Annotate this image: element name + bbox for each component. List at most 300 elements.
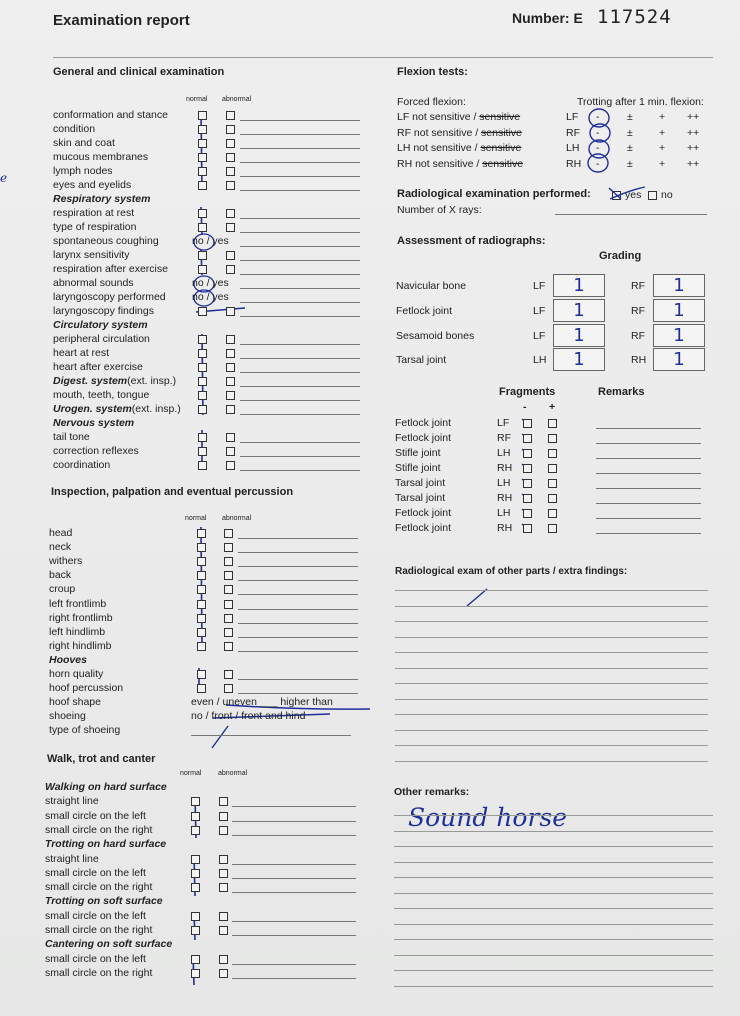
general-col-abnormal: abnormal: [222, 96, 252, 103]
other-remarks-line[interactable]: [394, 862, 713, 863]
general-remark-line[interactable]: [240, 386, 360, 387]
walk-label-text: small circle on the right: [45, 966, 153, 979]
inspection-abnormal-checkbox[interactable]: [224, 628, 233, 637]
flexion-heading: Flexion tests:: [397, 66, 468, 78]
flexion-row-leg: RH: [566, 157, 582, 170]
inspection-label-text: Hooves: [49, 653, 87, 666]
walk-abnormal-checkbox[interactable]: [219, 955, 228, 964]
inspection-abnormal-checkbox[interactable]: [224, 543, 233, 552]
walk-abnormal-checkbox[interactable]: [219, 797, 228, 806]
general-label: [53, 291, 166, 303]
other-remarks-line[interactable]: [394, 908, 713, 909]
general-abnormal-checkbox[interactable]: [226, 391, 235, 400]
assessment-row-label: Tarsal joint: [396, 354, 447, 367]
inspection-abnormal-checkbox[interactable]: [224, 557, 233, 566]
general-label-text: respiration at rest: [53, 207, 135, 219]
inspection-remark-line[interactable]: [238, 637, 358, 638]
fragment-row-label: Tarsal joint: [395, 492, 446, 504]
other-parts-heading: Radiological exam of other parts / extra findings:: [395, 566, 628, 577]
general-remark-line[interactable]: [240, 358, 360, 359]
flexion-grade-option[interactable]: ±: [627, 142, 633, 155]
radiological-no-label: no: [661, 189, 673, 201]
inspection-abnormal-checkbox[interactable]: [224, 684, 233, 693]
walk-label-text: small circle on the right: [45, 924, 153, 936]
general-label-text: coordination: [53, 459, 111, 471]
general-label: [53, 249, 129, 261]
general-abnormal-checkbox[interactable]: [226, 209, 235, 218]
other-remarks-line[interactable]: [394, 955, 713, 956]
walk-label: [45, 795, 99, 807]
inspection-label: [49, 724, 120, 736]
flexion-grade-option[interactable]: ±: [627, 111, 633, 123]
general-abnormal-checkbox[interactable]: [226, 363, 235, 372]
flexion-grade-option[interactable]: ++: [687, 142, 700, 155]
inspection-normal-checkbox[interactable]: [197, 614, 206, 623]
fragment-minus-checkbox[interactable]: [523, 434, 532, 443]
other-remarks-line[interactable]: [394, 815, 713, 816]
inspection-choice[interactable]: even / uneven ___ higher than: [191, 696, 333, 709]
general-label: [53, 403, 181, 415]
general-abnormal-checkbox[interactable]: [226, 125, 235, 134]
general-abnormal-checkbox[interactable]: [226, 139, 235, 148]
general-normal-checkbox[interactable]: [198, 349, 207, 358]
inspection-label-text: head: [49, 527, 73, 539]
assessment-left-leg: LF: [533, 304, 546, 317]
inspection-remark-line[interactable]: [238, 623, 358, 624]
walk-label-text: small circle on the left: [45, 809, 146, 822]
general-remark-line[interactable]: [240, 470, 360, 471]
walk-normal-checkbox[interactable]: [191, 912, 200, 921]
other-parts-line[interactable]: [395, 668, 708, 669]
walk-abnormal-checkbox[interactable]: [219, 883, 228, 892]
general-remark-line[interactable]: [240, 456, 360, 457]
general-label-text: Digest. system: [53, 375, 128, 387]
general-normal-checkbox[interactable]: [198, 265, 207, 274]
general-remark-line[interactable]: [240, 232, 360, 233]
other-remarks-line[interactable]: [394, 831, 713, 832]
flexion-grade-option[interactable]: +: [659, 126, 666, 139]
fragment-row-leg: LF: [497, 417, 510, 429]
other-parts-line[interactable]: [395, 745, 708, 746]
other-remarks-line[interactable]: [394, 877, 713, 878]
other-remarks-line[interactable]: [394, 893, 713, 894]
fragment-row-label: Fetlock joint: [395, 432, 452, 444]
general-abnormal-checkbox[interactable]: [226, 181, 235, 190]
fragment-remark-line[interactable]: [596, 428, 701, 429]
walk-remark-line[interactable]: [232, 821, 356, 822]
forced-flexion-label: Forced flexion:: [397, 96, 466, 108]
walk-normal-checkbox[interactable]: [191, 955, 200, 964]
general-normal-checkbox[interactable]: [198, 391, 207, 400]
flexion-grade-option[interactable]: ++: [687, 126, 700, 139]
other-remarks-line[interactable]: [394, 846, 713, 847]
walk-label: [45, 881, 152, 893]
fragment-remark-line[interactable]: [596, 458, 701, 459]
general-remark-line[interactable]: [240, 414, 360, 415]
flexion-row-label: [397, 111, 520, 123]
flexion-grade-option[interactable]: ++: [687, 111, 700, 123]
flexion-grade-option[interactable]: -: [596, 157, 600, 170]
general-label-text: Nervous system: [53, 417, 135, 429]
general-normal-tick-top: [201, 111, 202, 190]
walk-normal-checkbox[interactable]: [191, 926, 200, 935]
walk-col-normal: normal: [180, 770, 202, 777]
inspection-remark-line[interactable]: [238, 693, 358, 694]
other-parts-line[interactable]: [395, 699, 708, 700]
general-abnormal-checkbox[interactable]: [226, 447, 235, 456]
inspection-label: [49, 527, 72, 539]
inspection-normal-checkbox[interactable]: [197, 642, 206, 651]
grading-label: Grading: [599, 250, 642, 262]
other-parts-line[interactable]: [395, 606, 708, 607]
general-label-suffix: (ext. insp.): [127, 375, 177, 387]
general-normal-checkbox[interactable]: [198, 181, 207, 190]
walk-abnormal-checkbox[interactable]: [219, 912, 228, 921]
inspection-heading: Inspection, palpation and eventual percussion: [51, 486, 294, 498]
inspection-normal-checkbox[interactable]: [197, 628, 206, 637]
general-label-text: lymph nodes: [53, 165, 113, 177]
general-abnormal-checkbox[interactable]: [226, 461, 235, 470]
general-remark-line[interactable]: [240, 344, 360, 345]
general-remark-line[interactable]: [240, 442, 360, 443]
general-remark-line[interactable]: [240, 134, 360, 135]
inspection-remark-line[interactable]: [238, 566, 358, 567]
walk-remark-line[interactable]: [232, 806, 356, 807]
fragment-row-leg: LH: [497, 477, 511, 489]
flexion-sensitive-struck: sensitive: [482, 157, 524, 170]
flexion-grade-option[interactable]: -: [596, 126, 600, 139]
inspection-normal-checkbox[interactable]: [197, 543, 206, 552]
flexion-grade-option[interactable]: +: [659, 157, 666, 170]
general-normal-checkbox[interactable]: [198, 377, 207, 386]
inspection-abnormal-checkbox[interactable]: [224, 600, 233, 609]
other-parts-line[interactable]: [395, 637, 708, 638]
general-normal-checkbox[interactable]: [198, 363, 207, 372]
other-parts-line[interactable]: [395, 683, 708, 684]
fragment-remark-line[interactable]: [596, 488, 701, 489]
walk-normal-checkbox[interactable]: [191, 855, 200, 864]
walk-label: [45, 924, 152, 936]
fragment-minus-checkbox[interactable]: [523, 419, 532, 428]
general-label: [53, 165, 113, 177]
assessment-left-grade-box[interactable]: 1: [553, 324, 605, 347]
walk-remark-line[interactable]: [232, 978, 356, 979]
walk-normal-checkbox[interactable]: [191, 797, 200, 806]
general-abnormal-checkbox[interactable]: [226, 405, 235, 414]
fragment-minus-checkbox[interactable]: [523, 449, 532, 458]
general-remark-line[interactable]: [240, 162, 360, 163]
walk-label-text: small circle on the left: [45, 909, 146, 922]
general-abnormal-checkbox[interactable]: [226, 153, 235, 162]
general-abnormal-checkbox[interactable]: [226, 265, 235, 274]
general-label: [53, 263, 168, 275]
general-abnormal-checkbox[interactable]: [226, 335, 235, 344]
fragment-plus-checkbox[interactable]: [548, 509, 557, 518]
inspection-abnormal-checkbox[interactable]: [224, 642, 233, 651]
general-normal-checkbox[interactable]: [198, 335, 207, 344]
inspection-normal-checkbox[interactable]: [197, 529, 206, 538]
other-remarks-line[interactable]: [394, 939, 713, 940]
fragment-plus-checkbox[interactable]: [548, 524, 557, 533]
general-remark-line[interactable]: [240, 400, 360, 401]
walk-remark-line[interactable]: [232, 935, 356, 936]
general-abnormal-checkbox[interactable]: [226, 223, 235, 232]
general-choice[interactable]: no / yes: [192, 235, 229, 247]
general-label: [53, 459, 110, 471]
walk-label-text: small circle on the right: [45, 881, 153, 894]
general-abnormal-checkbox[interactable]: [226, 433, 235, 442]
margin-mark: e: [0, 171, 8, 185]
fragments-plus-col: +: [549, 401, 556, 413]
inspection-label-text: type of shoeing: [49, 724, 121, 737]
fragment-plus-checkbox[interactable]: [548, 479, 557, 488]
inspection-normal-checkbox[interactable]: [197, 571, 206, 580]
general-normal-checkbox[interactable]: [198, 125, 207, 134]
general-remark-line[interactable]: [240, 148, 360, 149]
inspection-remark-line[interactable]: [238, 651, 358, 652]
general-normal-checkbox[interactable]: [198, 209, 207, 218]
fragment-minus-checkbox[interactable]: [523, 494, 532, 503]
flexion-sensitive-struck: sensitive: [479, 111, 521, 123]
fragment-remark-line[interactable]: [596, 473, 701, 474]
fragment-row-label: Stifle joint: [395, 462, 441, 474]
general-normal-checkbox[interactable]: [198, 139, 207, 148]
general-abnormal-checkbox[interactable]: [226, 377, 235, 386]
fragment-row-leg: RH: [497, 522, 513, 534]
fragment-plus-checkbox[interactable]: [548, 494, 557, 503]
other-parts-line[interactable]: [395, 621, 708, 622]
flexion-grade-option[interactable]: ±: [627, 157, 633, 170]
fragment-plus-checkbox[interactable]: [548, 434, 557, 443]
walk-normal-checkbox[interactable]: [191, 969, 200, 978]
inspection-normal-checkbox[interactable]: [197, 557, 206, 566]
assessment-left-grade-box[interactable]: 1: [553, 274, 605, 297]
general-label-text: respiration after exercise: [53, 263, 168, 275]
other-parts-line[interactable]: [395, 590, 708, 591]
general-label-text: peripheral circulation: [53, 333, 150, 345]
general-remark-line[interactable]: [240, 218, 360, 219]
flexion-row-leg: LH: [566, 142, 580, 155]
walk-abnormal-checkbox[interactable]: [219, 812, 228, 821]
general-label: [53, 123, 95, 135]
general-normal-checkbox[interactable]: [198, 461, 207, 470]
inspection-abnormal-checkbox[interactable]: [224, 529, 233, 538]
remarks-heading: Remarks: [598, 386, 645, 398]
general-normal-checkbox[interactable]: [198, 111, 207, 120]
general-abnormal-checkbox[interactable]: [226, 111, 235, 120]
shoeing-slash: [212, 726, 228, 748]
assessment-right-grade-box[interactable]: 1: [653, 274, 705, 297]
inspection-remark-line[interactable]: [238, 580, 358, 581]
general-remark-line[interactable]: [240, 274, 360, 275]
assessment-heading: Assessment of radiographs:: [397, 235, 546, 247]
fragment-row-leg: LH: [497, 507, 511, 519]
fragments-heading: Fragments: [499, 386, 556, 398]
general-normal-checkbox[interactable]: [198, 251, 207, 260]
inspection-normal-checkbox[interactable]: [197, 670, 206, 679]
general-abnormal-checkbox[interactable]: [226, 251, 235, 260]
walk-remark-line[interactable]: [232, 892, 356, 893]
inspection-abnormal-checkbox[interactable]: [224, 614, 233, 623]
inspection-normal-checkbox[interactable]: [197, 684, 206, 693]
inspection-label: [49, 555, 82, 567]
report-number-label: Number: E: [512, 10, 583, 26]
general-remark-line[interactable]: [240, 120, 360, 121]
general-heading: General and clinical examination: [53, 66, 225, 78]
fragment-remark-line[interactable]: [596, 443, 701, 444]
walk-abnormal-checkbox[interactable]: [219, 826, 228, 835]
inspection-remark-line[interactable]: [238, 552, 358, 553]
general-label: [53, 277, 134, 289]
other-parts-line[interactable]: [395, 714, 708, 715]
flexion-grade-option[interactable]: +: [659, 142, 666, 155]
walk-label: [45, 967, 152, 979]
inspection-label-text: hoof percussion: [49, 682, 124, 695]
flexion-grade-option[interactable]: ++: [687, 157, 700, 170]
walk-abnormal-checkbox[interactable]: [219, 926, 228, 935]
fragment-minus-checkbox[interactable]: [523, 464, 532, 473]
inspection-remark-line[interactable]: [191, 735, 351, 736]
flexion-grade-option[interactable]: +: [659, 111, 666, 123]
general-choice[interactable]: no / yes: [192, 291, 229, 303]
inspection-label-text: horn quality: [49, 668, 104, 680]
walk-abnormal-checkbox[interactable]: [219, 969, 228, 978]
fragment-row-label: Stifle joint: [395, 447, 441, 459]
inspection-choice[interactable]: no / front / front and hind: [191, 710, 306, 723]
other-remarks-line[interactable]: [394, 924, 713, 925]
general-label: [53, 137, 115, 149]
walk-label: [45, 953, 146, 965]
assessment-right-grade-box[interactable]: 1: [653, 348, 705, 371]
general-normal-checkbox[interactable]: [198, 167, 207, 176]
general-normal-checkbox[interactable]: [198, 223, 207, 232]
walk-remark-line[interactable]: [232, 878, 356, 879]
inspection-remark-line[interactable]: [238, 538, 358, 539]
flexion-row-leg: LF: [566, 111, 579, 123]
inspection-label: [49, 696, 101, 708]
inspection-remark-line[interactable]: [238, 609, 358, 610]
general-normal-checkbox[interactable]: [198, 153, 207, 162]
general-remark-line[interactable]: [240, 316, 360, 317]
walk-remark-line[interactable]: [232, 864, 356, 865]
inspection-label: [49, 569, 71, 581]
radiological-yes-checkbox[interactable]: [612, 191, 621, 200]
assessment-left-grade-box[interactable]: 1: [553, 299, 605, 322]
other-remarks-line[interactable]: [394, 970, 713, 971]
walk-normal-checkbox[interactable]: [191, 812, 200, 821]
general-choice[interactable]: no / yes: [192, 277, 229, 289]
inspection-remark-line[interactable]: [238, 679, 358, 680]
fragment-minus-checkbox[interactable]: [523, 524, 532, 533]
general-abnormal-checkbox[interactable]: [226, 307, 235, 316]
general-label-text: condition: [53, 123, 96, 135]
fragment-plus-checkbox[interactable]: [548, 449, 557, 458]
walk-label: [45, 895, 163, 907]
other-parts-line[interactable]: [395, 761, 708, 762]
inspection-label-text: neck: [49, 541, 72, 554]
general-label: [53, 207, 134, 219]
general-abnormal-checkbox[interactable]: [226, 167, 235, 176]
walk-normal-checkbox[interactable]: [191, 869, 200, 878]
general-normal-checkbox[interactable]: [198, 447, 207, 456]
flexion-grade-option[interactable]: ±: [627, 126, 633, 139]
general-remark-line[interactable]: [240, 372, 360, 373]
page-title: Examination report: [53, 12, 190, 29]
general-normal-checkbox[interactable]: [198, 307, 207, 316]
inspection-normal-checkbox[interactable]: [197, 585, 206, 594]
flexion-not-sensitive: LH not sensitive /: [397, 142, 481, 155]
inspection-abnormal-checkbox[interactable]: [224, 571, 233, 580]
flexion-grade-option[interactable]: -: [596, 111, 600, 123]
inspection-col-abnormal: abnormal: [222, 515, 252, 522]
assessment-right-grade-box[interactable]: 1: [653, 299, 705, 322]
other-remarks-line[interactable]: [394, 986, 713, 987]
walk-label: [45, 867, 146, 879]
fragment-remark-line[interactable]: [596, 518, 701, 519]
general-label-text: spontaneous coughing: [53, 235, 159, 247]
fragment-plus-checkbox[interactable]: [548, 419, 557, 428]
fragment-remark-line[interactable]: [596, 533, 701, 534]
radiological-no-checkbox[interactable]: [648, 191, 657, 200]
flexion-not-sensitive: RH not sensitive /: [397, 157, 483, 170]
fragment-minus-checkbox[interactable]: [523, 509, 532, 518]
walk-normal-checkbox[interactable]: [191, 826, 200, 835]
flexion-row-label: [397, 142, 521, 154]
walk-normal-checkbox[interactable]: [191, 883, 200, 892]
fragment-remark-line[interactable]: [596, 503, 701, 504]
flexion-sensitive-struck: sensitive: [480, 142, 522, 155]
walk-remark-line[interactable]: [232, 964, 356, 965]
general-remark-line[interactable]: [240, 302, 360, 303]
walk-label: [45, 810, 146, 822]
other-parts-line[interactable]: [395, 730, 708, 731]
inspection-abnormal-checkbox[interactable]: [224, 670, 233, 679]
fragment-minus-checkbox[interactable]: [523, 479, 532, 488]
other-parts-line[interactable]: [395, 652, 708, 653]
flexion-not-sensitive: LF not sensitive /: [397, 111, 480, 123]
flexion-grade-option[interactable]: -: [596, 142, 600, 155]
general-normal-checkbox[interactable]: [198, 405, 207, 414]
inspection-remark-line[interactable]: [238, 594, 358, 595]
general-remark-line[interactable]: [240, 190, 360, 191]
general-abnormal-checkbox[interactable]: [226, 349, 235, 358]
flexion-circle-rf: [590, 124, 610, 142]
general-label-text: type of respiration: [53, 221, 137, 233]
general-normal-checkbox[interactable]: [198, 433, 207, 442]
fragment-plus-checkbox[interactable]: [548, 464, 557, 473]
general-remark-line[interactable]: [240, 246, 360, 247]
other-remarks-handwriting: Sound horse: [408, 803, 568, 832]
fragments-minus-col: -: [523, 401, 527, 413]
assessment-left-grade-box[interactable]: 1: [553, 348, 605, 371]
general-remark-line[interactable]: [240, 260, 360, 261]
fragment-row-label: Tarsal joint: [395, 477, 446, 489]
inspection-col-normal: normal: [185, 515, 207, 522]
walk-remark-line[interactable]: [232, 835, 356, 836]
general-remark-line[interactable]: [240, 176, 360, 177]
assessment-right-grade-box[interactable]: 1: [653, 324, 705, 347]
inspection-normal-checkbox[interactable]: [197, 600, 206, 609]
inspection-abnormal-checkbox[interactable]: [224, 585, 233, 594]
walk-remark-line[interactable]: [232, 921, 356, 922]
walk-label-text: small circle on the right: [45, 823, 153, 836]
walk-abnormal-checkbox[interactable]: [219, 855, 228, 864]
xrays-line[interactable]: [555, 214, 707, 215]
walk-heading: Walk, trot and canter: [47, 753, 156, 765]
walk-abnormal-checkbox[interactable]: [219, 869, 228, 878]
general-remark-line[interactable]: [240, 288, 360, 289]
general-label: [53, 445, 139, 457]
